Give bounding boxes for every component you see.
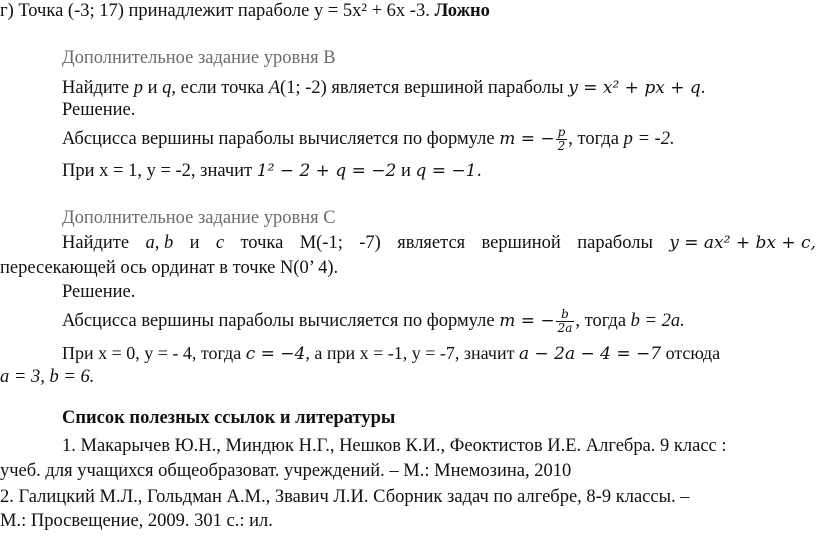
section-c-when bbox=[62, 342, 720, 365]
fraction-c-den: 2a bbox=[557, 321, 573, 335]
reference-item-1-line2: учеб. для учащихся общеобразоват. учреждений. – М.: Мнемозина, 2010 bbox=[0, 461, 572, 481]
task-b-point: (1; -2) является вершиной параболы bbox=[280, 78, 564, 98]
section-b-when bbox=[62, 160, 482, 182]
task-c-word: M(-1; bbox=[299, 233, 343, 253]
abscissa-b-fraction bbox=[556, 126, 568, 153]
task-c-word: точка bbox=[240, 233, 284, 253]
reference-item-2-line1: 2. Галицкий М.Л., Гольдман А.М., Звавич Л.И. Сборник задач по алгебре, 8-9 классы. – bbox=[0, 487, 690, 507]
when-c-text: При x = 0, y = - 4, тогда bbox=[62, 343, 242, 363]
section-c-task-line2: пересекающей ось ординат в точке N(0’ 4). bbox=[0, 258, 339, 278]
fraction-b-num: p bbox=[557, 125, 566, 139]
when-c-tail: отсюда bbox=[665, 343, 721, 363]
task-c-word: a, b bbox=[145, 233, 174, 253]
abscissa-c-m: m = − bbox=[499, 310, 555, 331]
section-c-heading: Дополнительное задание уровня C bbox=[62, 208, 336, 228]
statement-g-verdict: Ложно bbox=[434, 1, 490, 21]
section-b-solution: Решение. bbox=[62, 100, 136, 120]
task-b-prefix: Найдите bbox=[62, 78, 130, 98]
section-c-result: a = 3, b = 6. bbox=[0, 367, 95, 387]
task-c-word: является bbox=[397, 233, 466, 253]
abscissa-b-then: , тогда bbox=[568, 128, 619, 149]
abscissa-c-then: , тогда bbox=[575, 310, 627, 331]
task-c-word: -7) bbox=[359, 233, 381, 253]
when-c-eq2: a − 2a − 4 = −7 bbox=[518, 344, 662, 364]
abscissa-b-result: p = -2. bbox=[623, 128, 675, 149]
references-heading: Список полезных ссылок и литературы bbox=[62, 408, 396, 428]
when-b-eq1: 1² − 2 + q = −2 bbox=[256, 161, 397, 181]
task-c-formula: y = ax² + bx + c, bbox=[669, 233, 816, 253]
fraction-b-den: 2 bbox=[556, 139, 568, 153]
task-c-word: вершиной bbox=[481, 233, 561, 253]
task-b-mid: , если точка bbox=[171, 78, 265, 98]
section-b-task bbox=[62, 77, 705, 99]
reference-item-1-line1: 1. Макарычев Ю.Н., Миндюк Н.Г., Нешков К.И., Феоктистов И.Е. Алгебра. 9 класс : bbox=[62, 436, 727, 456]
when-b-and: и bbox=[400, 161, 411, 181]
task-b-point-name: A bbox=[268, 78, 281, 98]
when-b-eq2: q = −1. bbox=[415, 161, 482, 181]
task-c-word: и bbox=[189, 233, 200, 253]
statement-g-text: г) Точка (-3; 17) принадлежит параболе y = 5x² + 6x -3. bbox=[0, 1, 430, 21]
task-c-word: параболы bbox=[577, 233, 653, 253]
section-b-heading: Дополнительное задание уровня B bbox=[62, 48, 336, 68]
task-b-p: p bbox=[133, 78, 143, 98]
abscissa-c-result: b = 2a. bbox=[630, 310, 685, 331]
task-c-word: c bbox=[215, 233, 225, 253]
task-b-dot: . bbox=[700, 78, 706, 98]
abscissa-c-text: Абсцисса вершины параболы вычисляется по формуле bbox=[62, 310, 495, 331]
when-c-eq: c = −4 bbox=[245, 344, 306, 364]
section-c-abscissa bbox=[62, 308, 685, 335]
section-b-abscissa bbox=[62, 126, 675, 153]
statement-g bbox=[0, 0, 490, 22]
task-b-q: q bbox=[162, 78, 172, 98]
abscissa-b-text: Абсцисса вершины параболы вычисляется по формуле bbox=[62, 128, 495, 149]
task-c-word: Найдите bbox=[62, 233, 130, 253]
abscissa-c-fraction bbox=[556, 308, 575, 335]
section-c-task-line1 bbox=[62, 232, 816, 254]
reference-item-2-line2: М.: Просвещение, 2009. 301 с.: ил. bbox=[0, 511, 273, 531]
when-b-text: При x = 1, y = -2, значит bbox=[62, 161, 253, 181]
section-c-solution: Решение. bbox=[62, 282, 136, 302]
fraction-c-num: b bbox=[561, 307, 569, 321]
task-b-formula: y = x² + px + q bbox=[568, 78, 701, 98]
task-b-and: и bbox=[147, 78, 158, 98]
abscissa-b-m: m = − bbox=[499, 128, 555, 149]
when-c-text2: , а при x = -1, y = -7, значит bbox=[305, 343, 515, 363]
